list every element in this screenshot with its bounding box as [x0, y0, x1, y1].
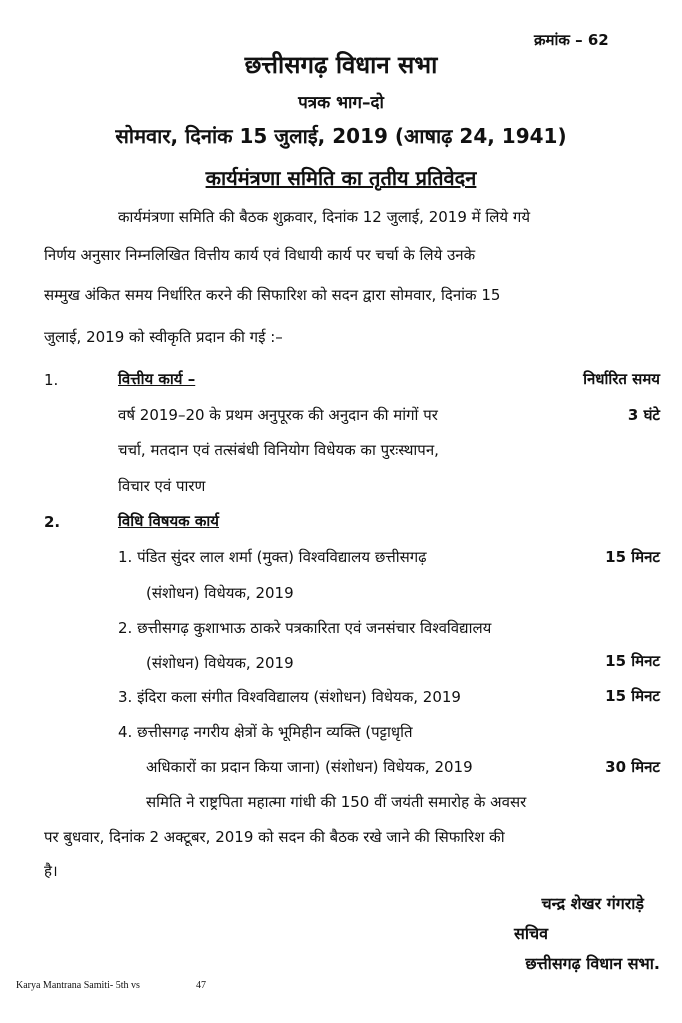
report-title — [0, 164, 682, 191]
intro-line-2: निर्णय अनुसार निम्नलिखित वित्तीय कार्य एवं विधायी कार्य पर चर्चा के लिये उनके — [44, 246, 476, 264]
section-2-number: 2. — [44, 513, 61, 531]
signatory-name: चन्द्र शेखर गंगराड़े — [541, 894, 644, 913]
time-column-heading: निर्धारित समय — [583, 370, 660, 388]
bill-1-time: 15 मिनट — [605, 548, 660, 566]
recommendation-line-1: समिति ने राष्ट्रपिता महात्मा गांधी की 150 वीं जयंती समारोह के अवसर — [146, 793, 527, 811]
intro-line-3: सम्मुख अंकित समय निर्धारित करने की सिफारिश को सदन द्वारा सोमवार, दिनांक 15 — [44, 286, 501, 304]
section-1-heading: वित्तीय कार्य – — [118, 370, 196, 388]
section-1-line-2: चर्चा, मतदान एवं तत्संबंधी विनियोग विधेयक का पुरःस्थापन, — [118, 441, 439, 459]
section-2-heading: विधि विषयक कार्य — [118, 512, 219, 530]
report-title-text: कार्यमंत्रणा समिति का तृतीय प्रतिवेदन — [205, 166, 477, 190]
assembly-title: छत्तीसगढ़ विधान सभा — [244, 51, 438, 79]
signatory-office: छत्तीसगढ़ विधान सभा. — [525, 954, 660, 973]
intro-line-4: जुलाई, 2019 को स्वीकृति प्रदान की गई :– — [44, 328, 283, 346]
section-1-number: 1. — [44, 371, 59, 389]
bill-4-line-2: अधिकारों का प्रदान किया जाना) (संशोधन) विधेयक, 2019 — [146, 758, 473, 776]
section-1-line-3: विचार एवं पारण — [118, 477, 206, 495]
footer-page-number: 47 — [196, 980, 206, 991]
bill-4-time: 30 मिनट — [605, 758, 660, 776]
bulletin-part: पत्रक भाग–दो — [298, 93, 384, 113]
recommendation-line-2: पर बुधवार, दिनांक 2 अक्टूबर, 2019 को सदन की बैठक रखे जाने की सिफारिश की — [44, 828, 505, 846]
bill-1-line-2: (संशोधन) विधेयक, 2019 — [146, 584, 294, 602]
bill-2-line-2: (संशोधन) विधेयक, 2019 — [146, 654, 294, 672]
date-line: सोमवार, दिनांक 15 जुलाई, 2019 (आषाढ़ 24, 1941) — [115, 124, 567, 148]
bill-2-line-1: 2. छत्तीसगढ़ कुशाभाऊ ठाकरे पत्रकारिता एवं जनसंचार विश्वविद्यालय — [118, 619, 492, 637]
bill-1-line-1: 1. पंडित सुंदर लाल शर्मा (मुक्त) विश्वविद्यालय छत्तीसगढ़ — [118, 548, 427, 566]
bill-3-time: 15 मिनट — [605, 687, 660, 705]
signatory-designation: सचिव — [514, 924, 549, 943]
section-1-line-1: वर्ष 2019–20 के प्रथम अनुपूरक की अनुदान की मांगों पर — [118, 406, 438, 424]
section-1-time: 3 घंटे — [627, 406, 660, 424]
serial-number: क्रमांक – 62 — [534, 31, 609, 49]
bill-3-line-1: 3. इंदिरा कला संगीत विश्वविद्यालय (संशोधन) विधेयक, 2019 — [118, 688, 461, 706]
bill-4-line-1: 4. छत्तीसगढ़ नगरीय क्षेत्रों के भूमिहीन व्यक्ति (पट्टाधृति — [118, 723, 413, 741]
bill-2-time: 15 मिनट — [605, 652, 660, 670]
footer-file-name: Karya Mantrana Samiti- 5th vs — [16, 980, 140, 991]
intro-line-1: कार्यमंत्रणा समिति की बैठक शुक्रवार, दिनांक 12 जुलाई, 2019 में लिये गये — [118, 208, 531, 226]
recommendation-line-3: है। — [44, 862, 58, 880]
